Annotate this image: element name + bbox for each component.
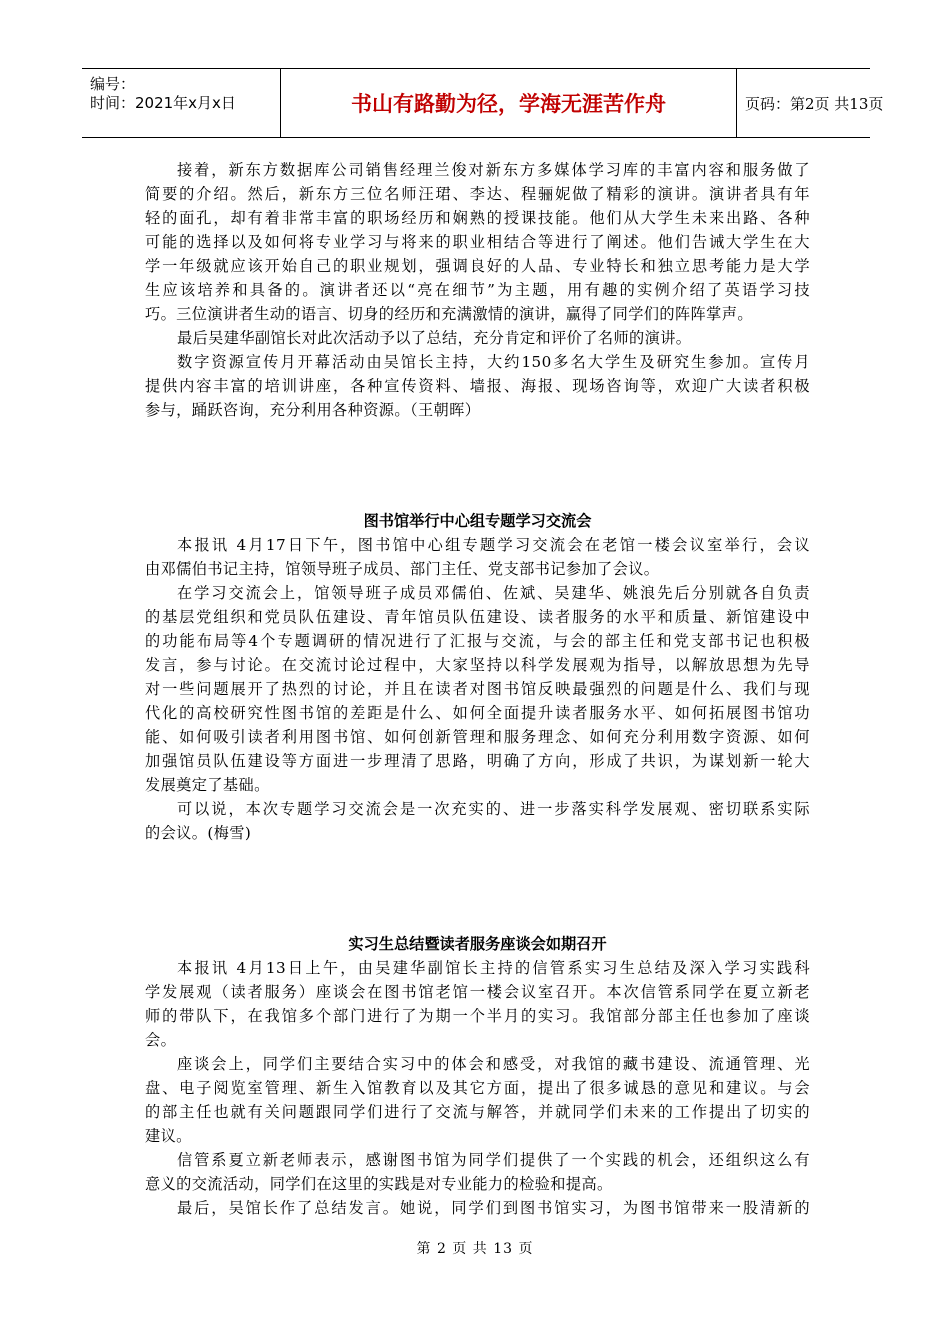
page-footer <box>0 1238 950 1258</box>
section-title: 实习生总结暨读者服务座谈会如期召开 <box>348 935 607 953</box>
paragraph-line: 盘、电子阅览室管理、新生入馆教育以及其它方面，提出了很多诚恳的意见和建议。与会 <box>145 1079 810 1097</box>
paragraph-line: 的功能布局等4个专题调研的情况进行了汇报与交流，与会的部主任和党支部书记也积极 <box>145 632 810 650</box>
header-motto-cell <box>281 69 737 137</box>
paragraph-line: 简要的介绍。然后，新东方三位名师汪珺、李达、程骊妮做了精彩的演讲。演讲者具有年 <box>145 185 810 203</box>
paragraph-line: 学一年级就应该开始自己的职业规划，强调良好的人品、专业特长和独立思考能力是大学 <box>145 257 810 275</box>
paragraph-line: 座谈会上，同学们主要结合实习中的体会和感受，对我馆的藏书建设、流通管理、光 <box>177 1055 810 1073</box>
paragraph-line: 数字资源宣传月开幕活动由吴馆长主持，大约150多名大学生及研究生参加。宣传月 <box>177 353 810 371</box>
paragraph-line: 加强馆员队伍建设等方面进一步理清了思路，明确了方向，形成了共识，为谋划新一轮大 <box>145 752 810 770</box>
paragraph-line: 接着，新东方数据库公司销售经理兰俊对新东方多媒体学习库的丰富内容和服务做了 <box>177 161 810 179</box>
paragraph-line: 对一些问题展开了热烈的讨论，并且在读者对图书馆反映最强烈的问题是什么、我们与现 <box>145 680 810 698</box>
paragraph-line: 生应该培养和具备的。演讲者还以“亮在细节”为主题，用有趣的实例介绍了英语学习技 <box>145 281 810 299</box>
paragraph-line: 会。 <box>145 1031 177 1049</box>
paragraph-line: 提供内容丰富的培训讲座，各种宣传资料、墙报、海报、现场咨询等，欢迎广大读者积极 <box>145 377 810 395</box>
paragraph-line: 意义的交流活动，同学们在这里的实践是对专业能力的检验和提高。 <box>145 1175 613 1193</box>
header-page-cell <box>737 69 884 137</box>
paragraph-line: 轻的面孔，却有着非常丰富的职场经历和娴熟的授课技能。他们从大学生未来出路、各种 <box>145 209 810 227</box>
paragraph-line: 的部主任也就有关问题跟同学们进行了交流与解答，并就同学们未来的工作提出了切实的 <box>145 1103 810 1121</box>
paragraph-line: 发言，参与讨论。在交流讨论过程中，大家坚持以科学发展观为指导，以解放思想为先导 <box>145 656 810 674</box>
paragraph-line: 在学习交流会上，馆领导班子成员邓儒伯、佐斌、吴建华、姚浪先后分别就各自负责 <box>177 584 810 602</box>
paragraph-line: 可能的选择以及如何将专业学习与将来的职业相结合等进行了阐述。他们告诫大学生在大 <box>145 233 810 251</box>
paragraph-line: 学发展观（读者服务）座谈会在图书馆老馆一楼会议室召开。本次信管系同学在夏立新老 <box>145 983 810 1001</box>
paragraph-line: 巧。三位演讲者生动的语言、切身的经历和充满激情的演讲，赢得了同学们的阵阵掌声。 <box>145 305 753 323</box>
paragraph-line: 最后吴建华副馆长对此次活动予以了总结，充分肯定和评价了名师的演讲。 <box>177 329 692 347</box>
page-header <box>82 68 884 138</box>
paragraph-line: 可以说，本次专题学习交流会是一次充实的、进一步落实科学发展观、密切联系实际 <box>177 800 810 818</box>
section-title: 图书馆举行中心组专题学习交流会 <box>363 512 592 530</box>
paragraph-line: 的会议。(梅雪) <box>145 824 252 842</box>
paragraph-line: 由邓儒伯书记主持，馆领导班子成员、部门主任、党支部书记参加了会议。 <box>145 560 660 578</box>
header-page-info: 页码：第2页 共13页 <box>745 94 884 113</box>
header-number-label: 编号： <box>90 75 136 93</box>
paragraph-line: 的基层党组织和党员队伍建设、青年馆员队伍建设、读者服务的水平和质量、新馆建设中 <box>145 608 810 626</box>
paragraph-line: 最后，吴馆长作了总结发言。她说，同学们到图书馆实习，为图书馆带来一股清新的 <box>177 1199 810 1217</box>
paragraph-line: 信管系夏立新老师表示，感谢图书馆为同学们提供了一个实践的机会，还组织这么有 <box>177 1151 810 1169</box>
paragraph-line: 参与，踊跃咨询，充分利用各种资源。（王朝晖） <box>145 401 481 419</box>
paragraph-line: 本报讯 4月17日下午，图书馆中心组专题学习交流会在老馆一楼会议室举行，会议 <box>177 536 810 554</box>
paragraph-line: 发展奠定了基础。 <box>145 776 270 794</box>
paragraph-line: 建议。 <box>145 1127 192 1145</box>
paragraph-line: 能、如何吸引读者利用图书馆、如何创新管理和服务理念、如何充分利用数字资源、如何 <box>145 728 810 746</box>
paragraph-line: 本报讯 4月13日上午，由吴建华副馆长主持的信管系实习生总结及深入学习实践科 <box>177 959 810 977</box>
paragraph-line: 师的带队下，在我馆多个部门进行了为期一个半月的实习。我馆部分部主任也参加了座谈 <box>145 1007 810 1025</box>
header-meta-cell <box>82 69 281 137</box>
paragraph-line: 代化的高校研究性图书馆的差距是什么、如何全面提升读者服务水平、如何拓展图书馆功 <box>145 704 810 722</box>
header-motto: 书山有路勤为径，学海无涯苦作舟 <box>351 92 666 116</box>
footer-page-number: 第 2 页 共 13 页 <box>416 1241 534 1257</box>
header-date-label: 时间：2021年x月x日 <box>90 94 236 112</box>
